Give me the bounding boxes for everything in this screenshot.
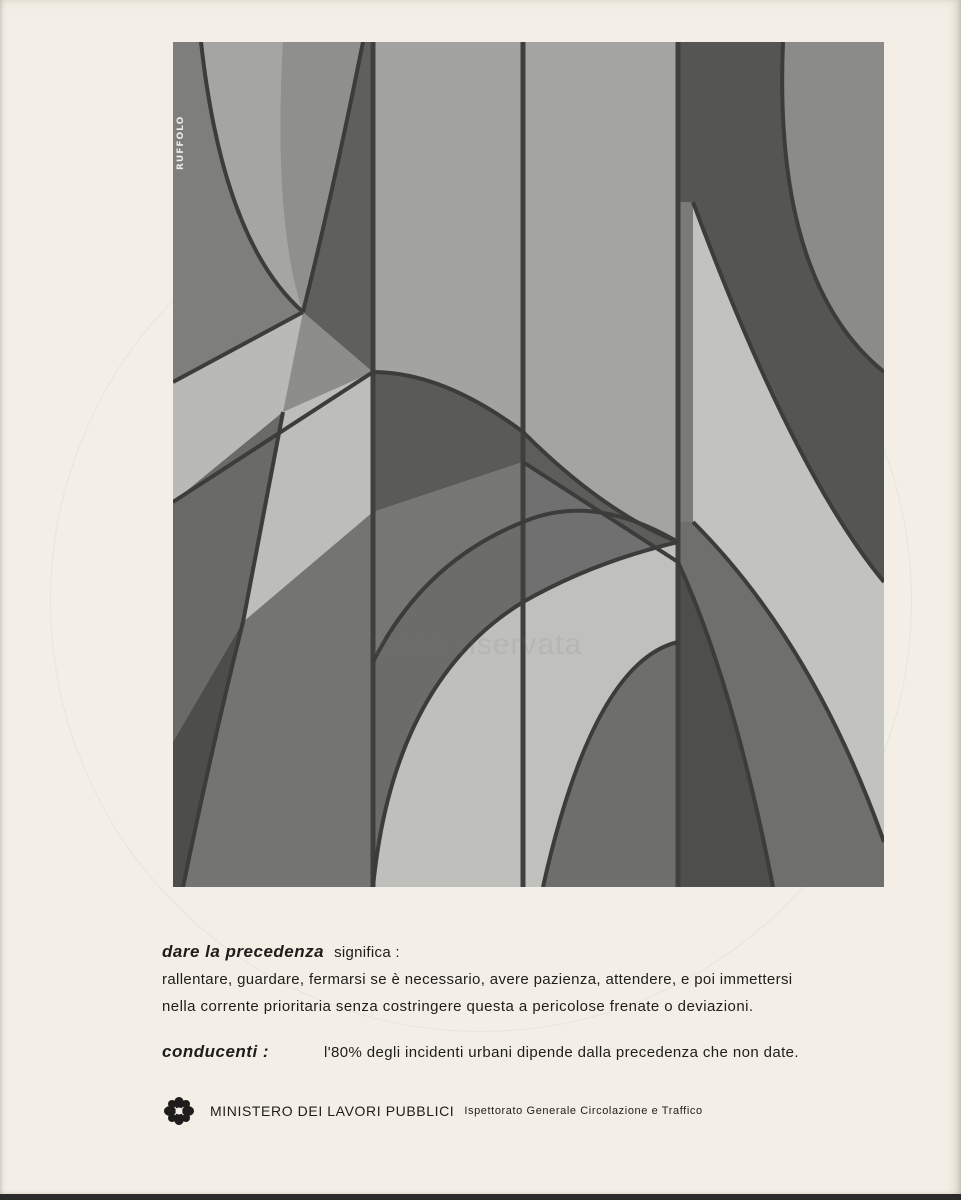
abstract-artwork (173, 42, 884, 887)
body-line-1: rallentare, guardare, fermarsi se è necessario, avere pazienza, attendere, e poi immettersi (162, 971, 793, 988)
drivers-statement (162, 1042, 892, 1062)
artist-signature: RUFFOLO (176, 115, 186, 170)
body-line-2: nella corrente prioritaria senza costringere questa a pericolose frenate o deviazioni. (162, 998, 754, 1015)
ministry-emblem-icon (162, 1096, 196, 1126)
footer (162, 1096, 703, 1126)
headline-emphasis: dare la precedenza (162, 942, 325, 961)
drivers-stat: l'80% degli incidenti urbani dipende dalla precedenza che non date. (324, 1044, 799, 1061)
headline (162, 942, 892, 962)
artwork-graphic (173, 42, 884, 887)
inspectorate-name: Ispettorato Generale Circolazione e Traffico (464, 1105, 703, 1117)
bottom-edge (0, 1194, 961, 1200)
headline-plain: significa : (334, 944, 400, 961)
watermark-text: Riproduzione riservata (260, 628, 583, 661)
ministry-name: MINISTERO DEI LAVORI PUBBLICI (210, 1103, 455, 1119)
drivers-label: conducenti : (162, 1042, 270, 1061)
